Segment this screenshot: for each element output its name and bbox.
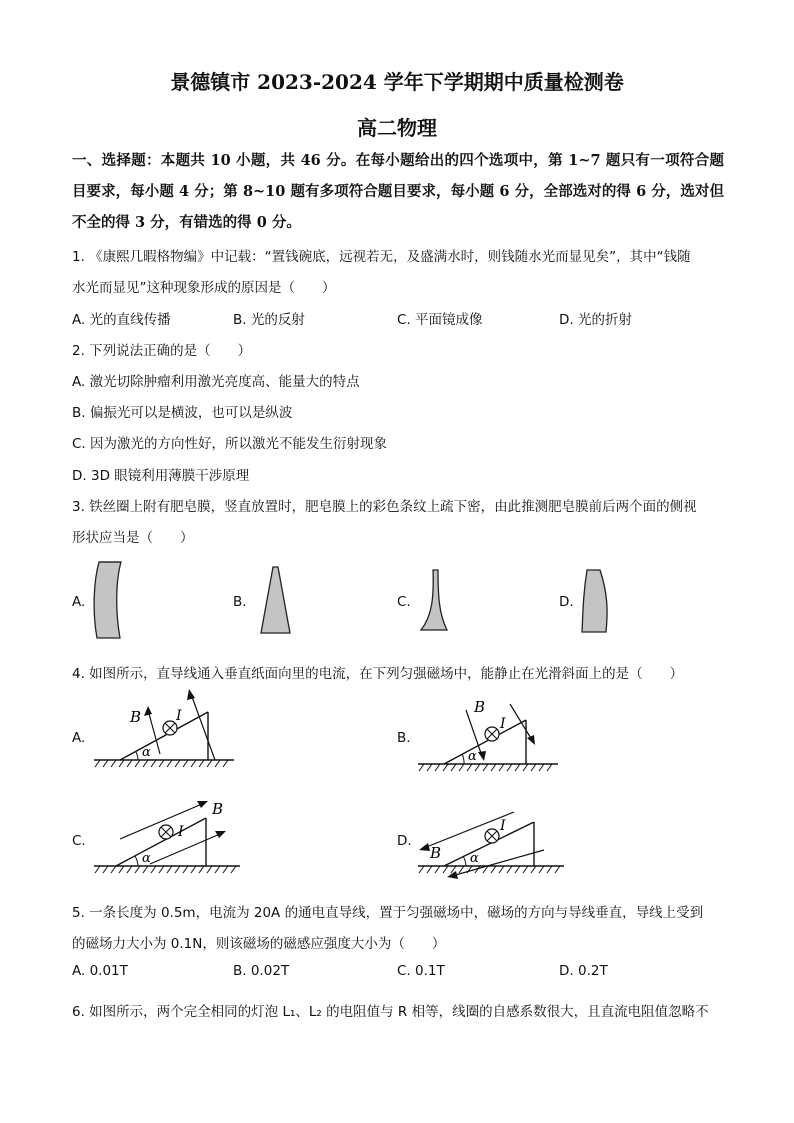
q3-film-shape-d	[579, 566, 615, 636]
q4-a-alpha: α	[142, 745, 151, 760]
q2-stem: 2. 下列说法正确的是（ ）	[72, 343, 252, 359]
q1-option-c: C. 平面镜成像	[397, 312, 483, 328]
q1-stem-line1: 1. 《康熙几暇格物编》中记载：“置钱碗底，远视若无，及盛满水时，则钱随水光而显见矣”，其中“钱随	[72, 249, 691, 265]
q3-label-c: C.	[397, 594, 411, 610]
q4-figure-a	[90, 684, 240, 774]
q4-d-field: B	[430, 844, 442, 862]
q4-b-field: B	[474, 698, 486, 716]
q1-stem-line2: 水光而显见”这种现象形成的原因是（ ）	[72, 280, 336, 296]
q4-label-a: A.	[72, 730, 86, 746]
q4-stem: 4. 如图所示，直导线通入垂直纸面向里的电流，在下列匀强磁场中，能静止在光滑斜面上的是（ ）	[72, 666, 684, 682]
q4-c-field: B	[212, 800, 224, 818]
subject-title: 高二物理	[357, 116, 437, 140]
q3-film-shape-c	[418, 568, 452, 634]
q3-film-shape-a	[90, 560, 130, 642]
section-heading: 一、选择题：本题共 10 小题，共 46 分。在每小题给出的四个选项中，第 1~7 题只有一项符合题目要求，每小题 4 分；第 8~10 题有多项符合题目要求，每小题 6 分，全部选对的得 6 分，选对但不全的得 3 分，有错选的得 0 分。	[72, 152, 724, 231]
q5-stem-line2: 的磁场力大小为 0.1N，则该磁场的磁感应强度大小为（ ）	[72, 936, 446, 952]
q4-c-current: I	[178, 824, 184, 840]
q1-option-b: B. 光的反射	[233, 312, 305, 328]
q2-option-c: C. 因为激光的方向性好，所以激光不能发生衍射现象	[72, 436, 388, 452]
q2-option-b: B. 偏振光可以是横波，也可以是纵波	[72, 405, 293, 421]
q5-option-c: C. 0.1T	[397, 963, 445, 979]
q5-option-d: D. 0.2T	[559, 963, 608, 979]
q3-label-d: D.	[559, 594, 574, 610]
q4-figure-d	[414, 808, 574, 880]
q5-option-a: A. 0.01T	[72, 963, 128, 979]
q4-label-d: D.	[397, 833, 412, 849]
q4-figure-c	[90, 796, 250, 878]
q5-option-b: B. 0.02T	[233, 963, 290, 979]
q4-b-alpha: α	[468, 749, 477, 764]
q3-label-b: B.	[233, 594, 247, 610]
q1-option-d: D. 光的折射	[559, 312, 632, 328]
q4-a-field: B	[130, 708, 142, 726]
q3-film-shape-b	[256, 565, 296, 637]
q4-figure-b	[414, 690, 564, 780]
q2-option-a: A. 激光切除肿瘤利用激光亮度高、能量大的特点	[72, 374, 360, 390]
q2-option-d: D. 3D 眼镜利用薄膜干涉原理	[72, 468, 250, 484]
q1-option-a: A. 光的直线传播	[72, 312, 171, 328]
q4-d-alpha: α	[470, 851, 479, 866]
q4-c-alpha: α	[142, 851, 151, 866]
q4-b-current: I	[500, 716, 506, 732]
q5-stem-line1: 5. 一条长度为 0.5m，电流为 20A 的通电直导线，置于匀强磁场中，磁场的方向与导线垂直，导线上受到	[72, 905, 704, 921]
q4-label-b: B.	[397, 730, 411, 746]
q4-label-c: C.	[72, 833, 86, 849]
q6-stem-line1: 6. 如图所示，两个完全相同的灯泡 L₁、L₂ 的电阻值与 R 相等，线圈的自感系数很大，且直流电阻值忽略不	[72, 1004, 709, 1020]
q3-label-a: A.	[72, 594, 86, 610]
exam-title: 景德镇市 2023-2024 学年下学期期中质量检测卷	[170, 70, 624, 94]
q3-stem-line1: 3. 铁丝圈上附有肥皂膜，竖直放置时，肥皂膜上的彩色条纹上疏下密，由此推测肥皂膜前后两个面的侧视	[72, 499, 697, 515]
q4-a-current: I	[176, 708, 182, 724]
q4-d-current: I	[500, 818, 506, 834]
q3-stem-line2: 形状应当是（ ）	[72, 530, 194, 546]
